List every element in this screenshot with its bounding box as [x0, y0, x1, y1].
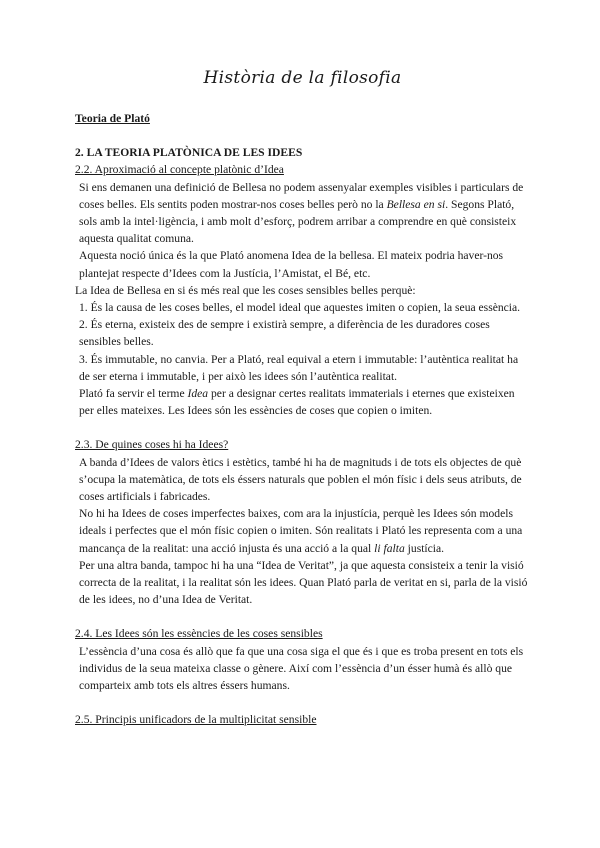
subject-heading: Teoria de Plató [75, 112, 150, 125]
paragraph: L’essència d’una cosa és allò que fa que una cosa siga el que és i que es troba present en tots els individus de la seua mateixa classe o gènere. Així com l’essència d’un ésser humà és allò que comparteix amb tots els altres éssers humans. [79, 644, 524, 693]
subheading-2-2: 2.2. Aproximació al concepte platònic d’Idea [75, 163, 284, 177]
paragraph: La Idea de Bellesa en si és més real que les coses sensibles belles perquè: [75, 283, 416, 297]
subheading-2-3: 2.3. De quines coses hi ha Idees? [75, 438, 229, 452]
paragraph: Aquesta noció única és la que Plató anomena Idea de la bellesa. El mateix podria haver-nos plantejat respecte d’Idees com la Justícia, l’Amistat, el Bé, etc. [79, 249, 504, 280]
list-item: 2. És eterna, existeix des de sempre i existirà sempre, a diferència de les duradores coses sensibles belles. [79, 318, 490, 349]
subheading-2-4: 2.4. Les Idees són les essències de les coses sensibles [75, 627, 323, 641]
list-item: 3. És immutable, no canvia. Per a Plató, real equival a etern i immutable: l’autèntica realitat ha de ser eterna i immutable, i per això les idees són l’autèntica realitat. [79, 352, 519, 383]
paragraph: A banda d’Idees de valors ètics i estètics, també hi ha de magnituds i de tots els objectes de què s’ocupa la matemàtica, de tots els éssers naturals que poblen el món físic i dels seus atributs, de coses artificials i fabricades. [79, 455, 522, 504]
section-heading: 2. LA TEORIA PLATÒNICA DE LES IDEES [75, 146, 303, 160]
list-item: 1. És la causa de les coses belles, el model ideal que aquestes imiten o copien, la seua essència. [79, 301, 521, 315]
paragraph: Si ens demanen una definició de Bellesa no podem assenyalar exemples visibles i particulars de coses belles. Els sentits poden mostrar-nos coses belles però no la Bellesa en si. Segons Plató, sols amb la intel·ligència, i amb molt d’esforç, podrem arribar a comprendre en què consisteix aquesta qualitat comuna. [79, 180, 524, 246]
paragraph: Plató fa servir el terme Idea per a designar certes realitats immaterials i eternes que existeixen per elles mateixes. Les Idees són les essències de coses que copien o imiten. [79, 387, 515, 418]
document-title: Història de la filosofia [203, 68, 402, 88]
paragraph: No hi ha Idees de coses imperfectes baixes, com ara la injustícia, perquè les Idees són models ideals i perfectes que el món físic copien o imiten. Són realitats i Plató les representa com a una mancança de la realitat: una acció injusta és una acció a la qual li falta justícia. [79, 507, 523, 555]
subheading-2-5: 2.5. Principis unificadors de la multiplicitat sensible [75, 713, 317, 727]
paragraph: Per una altra banda, tampoc hi ha una “Idea de Veritat”, ja que aquesta consisteix a tenir la visió correcta de la realitat, i la realitat són les idees. Quan Plató parla de veritat en si, parla de la visió de les idees, no d’una Idea de Veritat. [79, 558, 528, 607]
